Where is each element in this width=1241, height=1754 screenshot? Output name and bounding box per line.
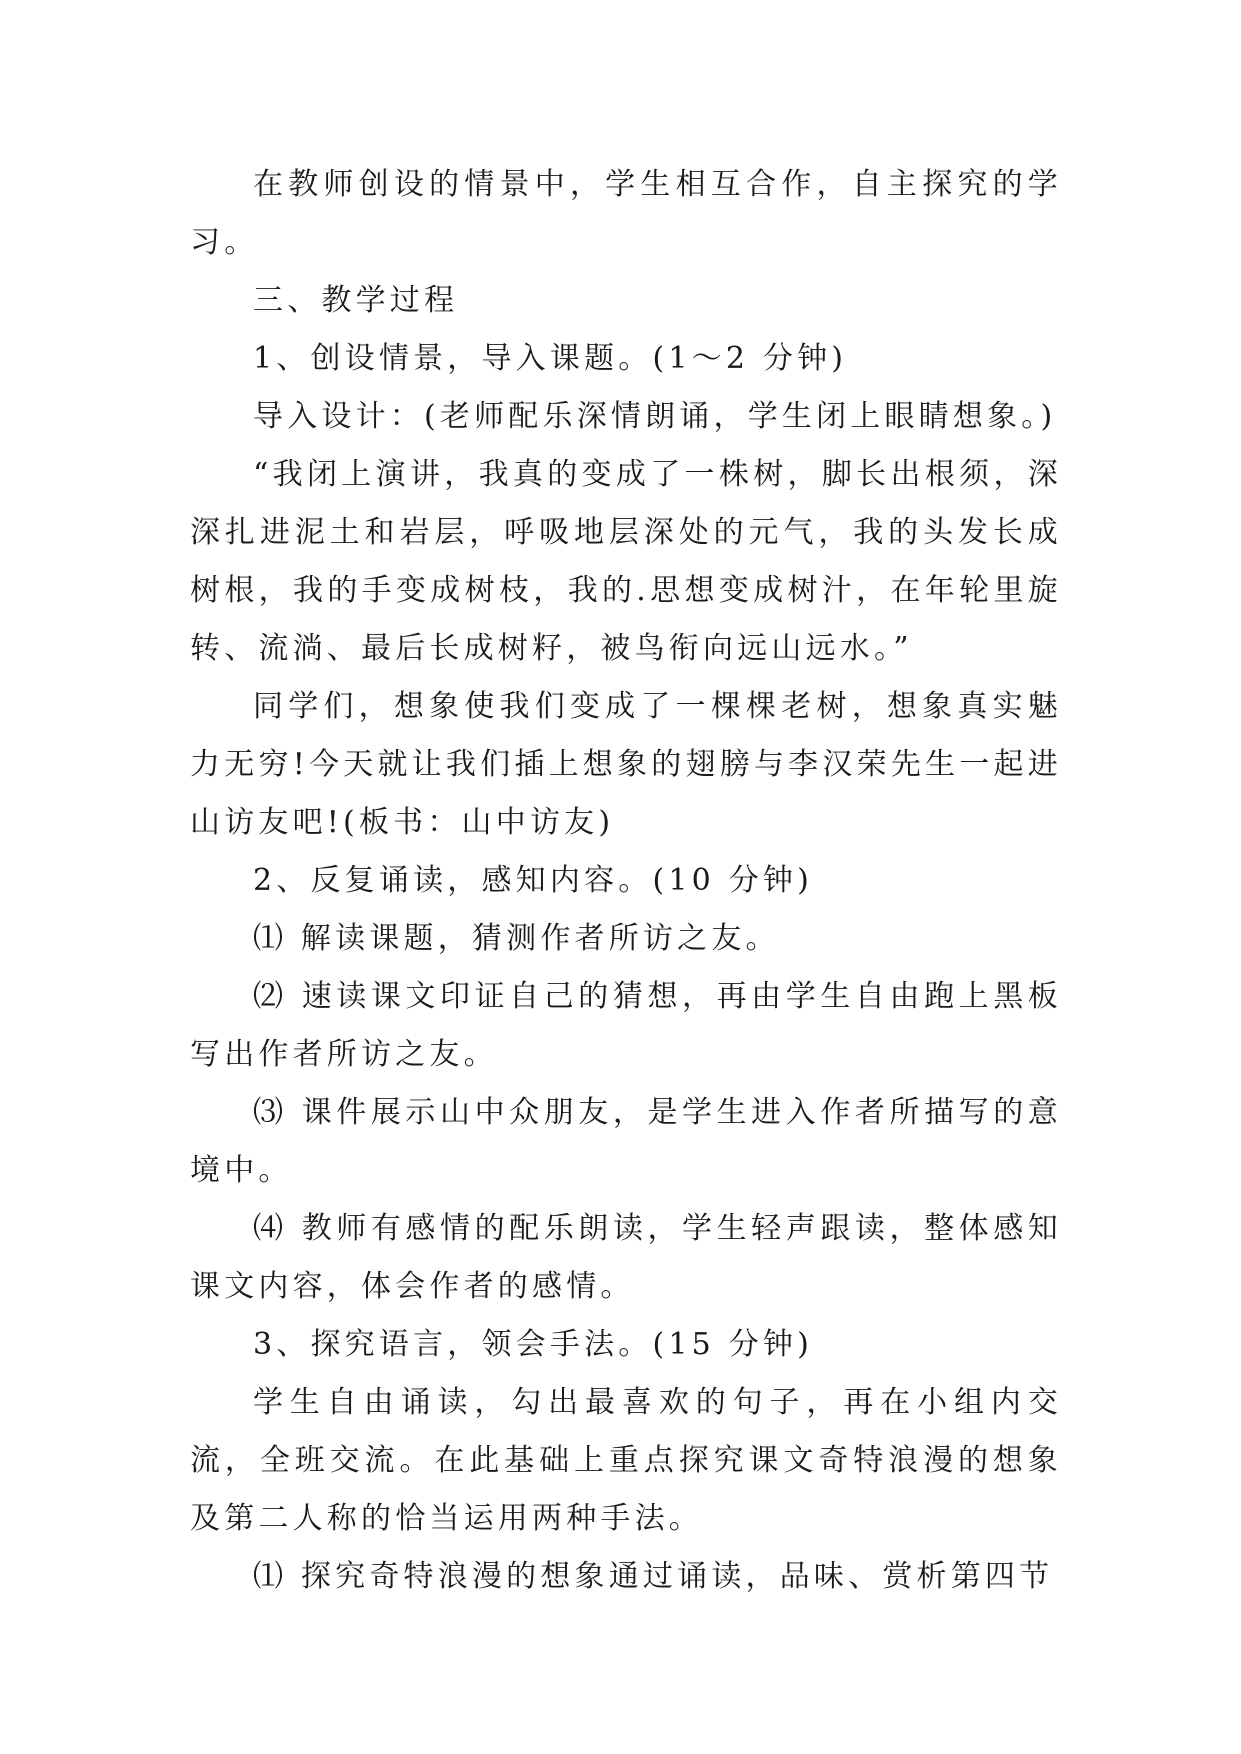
heading-step-2: 2、反复诵读，感知内容。(10 分钟) xyxy=(253,863,814,898)
document-body xyxy=(190,156,1062,1606)
paragraph-intro-design: 导入设计：(老师配乐深情朗诵，学生闭上眼睛想象。) xyxy=(253,399,1057,434)
list-item-step-3-1: ⑴ 探究奇特浪漫的想象通过诵读，品味、赏析第四节 xyxy=(253,1559,1054,1594)
heading-step-3: 3、探究语言，领会手法。(15 分钟) xyxy=(253,1327,814,1362)
list-item-step-2-4: ⑷ 教师有感情的配乐朗读，学生轻声跟读，整体感知课文内容，体会作者的感情。 xyxy=(190,1211,1062,1304)
paragraph-intro-speech: 同学们，想象使我们变成了一棵棵老树，想象真实魅力无穷!今天就让我们插上想象的翅膀与李汉荣先生一起进山访友吧!(板书：山中访友) xyxy=(190,689,1062,840)
paragraph-quote: “我闭上演讲，我真的变成了一株树，脚长出根须，深深扎进泥土和岩层，呼吸地层深处的元气，我的头发长成树根，我的手变成树枝，我的.思想变成树汁，在年轮里旋转、流淌、最后长成树籽，被鸟衔向远山远水。” xyxy=(190,457,1062,666)
heading-teaching-process: 三、教学过程 xyxy=(253,283,459,318)
list-item-step-2-3: ⑶ 课件展示山中众朋友，是学生进入作者所描写的意境中。 xyxy=(190,1095,1062,1188)
heading-step-1: 1、创设情景，导入课题。(1～2 分钟) xyxy=(253,341,848,376)
list-item-step-2-2: ⑵ 速读课文印证自己的猜想，再由学生自由跑上黑板写出作者所访之友。 xyxy=(190,979,1062,1072)
paragraph-learning-method: 在教师创设的情景中，学生相互合作，自主探究的学习。 xyxy=(190,167,1062,260)
list-item-step-2-1: ⑴ 解读课题，猜测作者所访之友。 xyxy=(253,921,780,956)
paragraph-step-3-body: 学生自由诵读，勾出最喜欢的句子，再在小组内交流，全班交流。在此基础上重点探究课文奇特浪漫的想象及第二人称的恰当运用两种手法。 xyxy=(190,1385,1062,1536)
